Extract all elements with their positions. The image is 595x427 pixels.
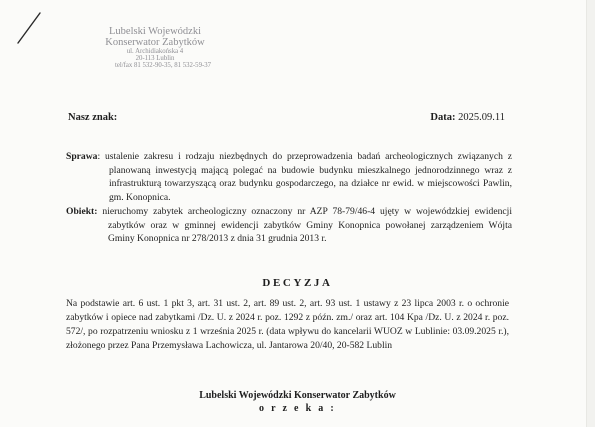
obiekt-section (66, 205, 512, 249)
obiekt-text: nieruchomy zabytek archeologiczny oznaczony nr AZP 78-79/46-4 ujęty w wojewódzkiej ewidencji zabytków oraz w gminnej ewidencji zabytków Gminy Konopnica powołanej zarządzeniem Wójta Gminy Konopnica nr 278/2013 z dnia 31 grudnia 2013 r. (102, 206, 512, 245)
date-label: Data: (430, 112, 456, 123)
stamp-line-street: ul. Archidiakońska 4 (126, 48, 184, 55)
stamp-line-office: Lubelski Wojewódzki (109, 26, 201, 37)
decision-heading: DECYZJA (262, 277, 333, 289)
stamp-line-city: 20-113 Lublin (135, 54, 175, 62)
decision-verdict: o r z e k a : (259, 403, 336, 414)
our-reference-label: Nasz znak: (68, 112, 118, 123)
document-date (430, 112, 505, 123)
sprawa-text: ustalenie zakresu i rodzaju niezbędnych do przeprowadzenia badań archeologicznych związanych z planowaną inwestycją mającą polegać na budowie budynku mieszkalnego jednorodzinnego wraz z infrastrukturą towarzyszącą oraz budynku gospodarczego, na działce nr ewid. w miejscowości Pawlin, gm. Konopnica. (104, 151, 512, 203)
office-stamp (80, 27, 230, 69)
date-value: 2025.09.11 (458, 112, 505, 123)
decision-legal-basis: Na podstawie art. 6 ust. 1 pkt 3, art. 31 ust. 2, art. 89 ust. 2, art. 93 ust. 1 ustawy z 23 lipca 2003 r. o ochronie zabytków i opiece nad zabytkami /Dz. U. z 2024 r. poz. 1292 z późn. zm./ oraz art. 104 Kpa /Dz. U. z 2024 r. poz. 572/, po rozpatrzeniu wniosku z 1 września 2025 r. (data wpływu do kancelarii WUOZ w Lublinie: 03.09.2025 r.), złożonego przez Pana Przemysława Lachowicza, ul. Jantarowa 20/40, 20-582 Lublin (66, 298, 509, 351)
obiekt-label: Obiekt: (66, 206, 98, 217)
page-edge (586, 0, 595, 427)
sprawa-label: Sprawa (66, 151, 98, 162)
stamp-line-phone: tel/fax 81 532-90-35, 81 532-59-37 (114, 61, 212, 69)
pen-stroke-mark (14, 10, 44, 46)
sprawa-section: Sprawa: ustalenie zakresu i rodzaju niezbędnych do przeprowadzenia badań archeologicznych związanych z planowaną inwestycją mającą polegać na budowie budynku mieszkalnego jednorodzinnego wraz z infrastrukturą towarzyszącą oraz budynku gospodarczego, na działce nr ewid. w miejscowości Pawlin, gm. Konopnica. (66, 151, 512, 203)
decision-authority: Lubelski Wojewódzki Konserwator Zabytków (199, 390, 396, 401)
stamp-line-title: Konserwator Zabytków (105, 36, 205, 48)
